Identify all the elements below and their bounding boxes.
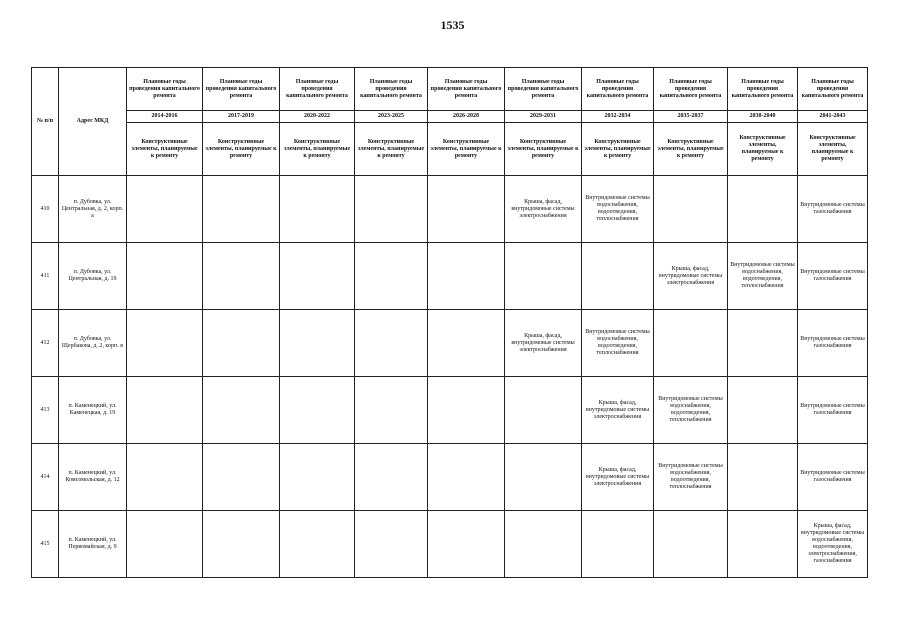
- elements-header: Конструктивные элементы, планируемые к ремонту: [355, 123, 428, 176]
- repair-elements-cell: [127, 444, 203, 511]
- repair-elements-cell: [654, 310, 728, 377]
- repair-elements-cell: [654, 176, 728, 243]
- table-row: [32, 444, 868, 511]
- planned-years-header: Плановые годы проведения капитального ремонта: [582, 68, 654, 111]
- table-row: [32, 511, 868, 578]
- header-row-periods: [32, 111, 868, 123]
- repair-elements-cell: [127, 511, 203, 578]
- repair-elements-cell: [355, 444, 428, 511]
- period-header: 2026-2028: [428, 111, 505, 123]
- table-row: [32, 310, 868, 377]
- planned-years-header: Плановые годы проведения капитального ремонта: [798, 68, 868, 111]
- row-address: п. Дубовка, ул. Щербакова, д. 2, корп. в: [59, 310, 127, 377]
- header-row-elements: [32, 123, 868, 176]
- repair-elements-cell: [505, 243, 582, 310]
- row-address: п. Каменецкий, ул. Каменецкая, д. 19: [59, 377, 127, 444]
- repair-elements-cell: [505, 444, 582, 511]
- repair-elements-cell: Внутридомовые системы газоснабжения: [798, 310, 868, 377]
- repair-elements-cell: [654, 511, 728, 578]
- row-number: 414: [32, 444, 59, 511]
- repair-elements-cell: [203, 310, 280, 377]
- col-num-header: № п/п: [32, 68, 59, 176]
- repair-elements-cell: Внутридомовые системы газоснабжения: [798, 444, 868, 511]
- repair-elements-cell: [203, 243, 280, 310]
- repair-elements-cell: [280, 243, 355, 310]
- period-header: 2023-2025: [355, 111, 428, 123]
- elements-header: Конструктивные элементы, планируемые к ремонту: [582, 123, 654, 176]
- row-number: 411: [32, 243, 59, 310]
- repair-elements-cell: [428, 310, 505, 377]
- repair-elements-cell: Крыша, фасад, внутридомовые системы электроснабжения: [582, 444, 654, 511]
- planned-years-header: Плановые годы проведения капитального ремонта: [505, 68, 582, 111]
- repair-elements-cell: Внутридомовые системы газоснабжения: [798, 176, 868, 243]
- row-number: 412: [32, 310, 59, 377]
- row-address: п. Каменецкий, ул. Комсомольская, д. 12: [59, 444, 127, 511]
- period-header: 2038-2040: [728, 111, 798, 123]
- elements-header: Конструктивные элементы, планируемые к ремонту: [280, 123, 355, 176]
- repair-elements-cell: [355, 176, 428, 243]
- planned-years-header: Плановые годы проведения капитального ремонта: [127, 68, 203, 111]
- repair-elements-cell: [355, 377, 428, 444]
- repair-elements-cell: [428, 377, 505, 444]
- elements-header: Конструктивные элементы, планируемые к ремонту: [505, 123, 582, 176]
- repair-elements-cell: [428, 444, 505, 511]
- repair-elements-cell: Крыша, фасад, внутридомовые системы электроснабжения: [582, 377, 654, 444]
- repair-elements-cell: Внутридомовые системы водоснабжения, водоотведения, теплоснабжения: [582, 176, 654, 243]
- repair-elements-cell: [127, 176, 203, 243]
- repair-elements-cell: [428, 243, 505, 310]
- planned-years-header: Плановые годы проведения капитального ремонта: [428, 68, 505, 111]
- row-address: п. Дубовка, ул. Центральная, д. 19: [59, 243, 127, 310]
- repair-elements-cell: Крыша, фасад, внутридомовые системы электроснабжения: [654, 243, 728, 310]
- table-row: [32, 176, 868, 243]
- elements-header: Конструктивные элементы, планируемые к ремонту: [428, 123, 505, 176]
- planned-years-header: Плановые годы проведения капитального ремонта: [203, 68, 280, 111]
- repair-elements-cell: Внутридомовые системы водоснабжения, водоотведения, теплоснабжения: [654, 377, 728, 444]
- repair-elements-cell: [728, 444, 798, 511]
- repair-elements-cell: [728, 511, 798, 578]
- row-address: п. Дубовка, ул. Центральная, д. 2, корп. а: [59, 176, 127, 243]
- period-header: 2029-2031: [505, 111, 582, 123]
- repair-elements-cell: [280, 377, 355, 444]
- repair-elements-cell: [355, 511, 428, 578]
- repair-elements-cell: [728, 176, 798, 243]
- repair-elements-cell: [203, 444, 280, 511]
- repair-elements-cell: Крыша, фасад, внутридомовые системы электроснабжения: [505, 310, 582, 377]
- repair-elements-cell: Крыша, фасад, внутридомовые системы водоснабжения, водоотведения, электроснабжения, газоснабжения: [798, 511, 868, 578]
- elements-header: Конструктивные элементы, планируемые к ремонту: [203, 123, 280, 176]
- repair-elements-cell: [127, 377, 203, 444]
- repair-elements-cell: [280, 444, 355, 511]
- period-header: 2035-2037: [654, 111, 728, 123]
- repair-elements-cell: [280, 511, 355, 578]
- repair-elements-cell: [280, 310, 355, 377]
- repair-elements-cell: [127, 243, 203, 310]
- planned-years-header: Плановые годы проведения капитального ремонта: [728, 68, 798, 111]
- elements-header: Конструктивные элементы, планируемые к ремонту: [728, 123, 798, 176]
- elements-header: Конструктивные элементы, планируемые к ремонту: [127, 123, 203, 176]
- row-number: 410: [32, 176, 59, 243]
- page-number: 1535: [440, 18, 465, 32]
- repair-elements-cell: [203, 176, 280, 243]
- repair-elements-cell: [505, 377, 582, 444]
- repair-elements-cell: [127, 310, 203, 377]
- repair-elements-cell: [355, 310, 428, 377]
- period-header: 2032-2034: [582, 111, 654, 123]
- repair-elements-cell: [728, 377, 798, 444]
- col-address-header: Адрес МКД: [59, 68, 127, 176]
- repair-elements-cell: [728, 310, 798, 377]
- period-header: 2041-2043: [798, 111, 868, 123]
- repair-elements-cell: [505, 511, 582, 578]
- repair-elements-cell: [582, 511, 654, 578]
- period-header: 2017-2019: [203, 111, 280, 123]
- header-row-planned-years: [32, 68, 868, 111]
- planned-years-header: Плановые годы проведения капитального ремонта: [355, 68, 428, 111]
- period-header: 2020-2022: [280, 111, 355, 123]
- planned-years-header: Плановые годы проведения капитального ремонта: [280, 68, 355, 111]
- repair-elements-cell: Внутридомовые системы газоснабжения: [798, 243, 868, 310]
- repair-elements-cell: [582, 243, 654, 310]
- repair-elements-cell: [428, 176, 505, 243]
- period-header: 2014-2016: [127, 111, 203, 123]
- repair-elements-cell: Крыша, фасад, внутридомовые системы электроснабжения: [505, 176, 582, 243]
- elements-header: Конструктивные элементы, планируемые к ремонту: [654, 123, 728, 176]
- row-number: 415: [32, 511, 59, 578]
- repair-elements-cell: [203, 511, 280, 578]
- repair-elements-cell: [355, 243, 428, 310]
- capital-repair-table: [31, 67, 868, 578]
- elements-header: Конструктивные элементы, планируемые к ремонту: [798, 123, 868, 176]
- table-row: [32, 243, 868, 310]
- table-row: [32, 377, 868, 444]
- repair-elements-cell: [280, 176, 355, 243]
- repair-elements-cell: [428, 511, 505, 578]
- repair-elements-cell: Внутридомовые системы водоснабжения, водоотведения, теплоснабжения: [654, 444, 728, 511]
- repair-elements-cell: Внутридомовые системы газоснабжения: [798, 377, 868, 444]
- repair-elements-cell: Внутридомовые системы водоснабжения, водоотведения, теплоснабжения: [582, 310, 654, 377]
- planned-years-header: Плановые годы проведения капитального ремонта: [654, 68, 728, 111]
- repair-elements-cell: [203, 377, 280, 444]
- repair-elements-cell: Внутридомовые системы водоснабжения, водоотведения, теплоснабжения: [728, 243, 798, 310]
- row-number: 413: [32, 377, 59, 444]
- row-address: п. Каменецкий, ул. Первомайская, д. 9: [59, 511, 127, 578]
